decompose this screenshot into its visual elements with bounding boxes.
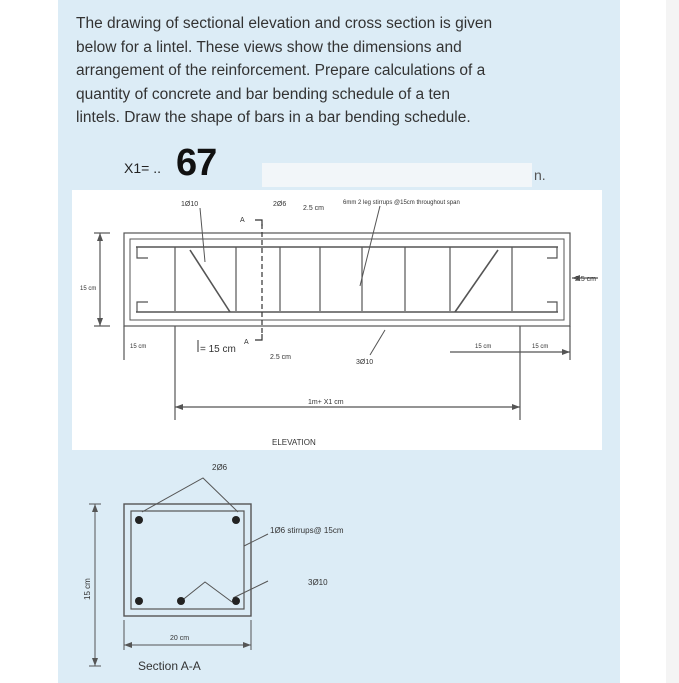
span-label: 1m+ X1 cm bbox=[308, 399, 344, 406]
section-stirrups-label: 1Ø6 stirrups@ 15cm bbox=[270, 526, 344, 535]
bearing-right-label-1: 15 cm bbox=[475, 344, 492, 350]
section-width-label: 20 cm bbox=[170, 635, 190, 642]
arrow bbox=[512, 404, 520, 410]
section-arrow-top bbox=[255, 220, 262, 226]
bearing-right-label-2: 15 cm bbox=[532, 344, 549, 350]
question-line: lintels. Draw the shape of bars in a bar bending schedule. bbox=[76, 109, 471, 126]
arrow bbox=[124, 642, 132, 648]
arrow bbox=[562, 349, 570, 355]
elevation-labels bbox=[80, 200, 596, 447]
question-line: below for a lintel. These views show the dimensions and bbox=[76, 38, 462, 56]
top-bar-label: 1Ø10 bbox=[181, 201, 199, 208]
bar-dot bbox=[135, 597, 143, 605]
leader-bottom-bar bbox=[370, 330, 385, 355]
top-extra-label: 2Ø6 bbox=[273, 201, 287, 208]
cover-right-label: 2.5 cm bbox=[575, 276, 597, 283]
question-line: quantity of concrete and bar bending schedule of a ten bbox=[76, 85, 450, 103]
section-mark-top: A bbox=[240, 217, 245, 224]
bar-dot bbox=[232, 597, 240, 605]
leader-stirrups bbox=[360, 206, 380, 286]
bar-dot bbox=[177, 597, 185, 605]
bent-bar-right bbox=[455, 250, 498, 312]
question-line: arrangement of the reinforcement. Prepare calculations of a bbox=[76, 62, 486, 79]
question-line: The drawing of sectional elevation and cross section is given bbox=[76, 15, 493, 32]
section-mark-bottom: A bbox=[244, 339, 249, 346]
trailing-text: n. bbox=[534, 167, 546, 183]
section-labels bbox=[83, 463, 344, 673]
arrow bbox=[243, 642, 251, 648]
beam-cover-line bbox=[130, 239, 564, 320]
bar-dot bbox=[135, 516, 143, 524]
section-outline bbox=[124, 504, 251, 616]
left-bearing-label: 15 cm bbox=[130, 344, 147, 350]
section-stirrup bbox=[131, 511, 244, 609]
section-height-label: 15 cm bbox=[83, 578, 92, 600]
arrow bbox=[97, 318, 103, 326]
section-bottom-bars-label: 3Ø10 bbox=[308, 578, 328, 587]
bar-dot bbox=[232, 516, 240, 524]
bottom-bar-label: 3Ø10 bbox=[356, 359, 374, 366]
x1-value: 67 bbox=[176, 142, 217, 184]
leader-top-bars bbox=[142, 478, 238, 512]
section-arrow-bottom bbox=[255, 334, 262, 340]
section-bars bbox=[135, 516, 240, 605]
arrow bbox=[92, 658, 98, 666]
hook-right-bottom bbox=[547, 302, 557, 312]
section-title: Section A-A bbox=[138, 659, 201, 673]
arrowheads bbox=[97, 233, 580, 410]
leader-top-bar bbox=[200, 208, 205, 262]
elevation-title: ELEVATION bbox=[272, 438, 316, 447]
hook-right-top bbox=[547, 247, 557, 258]
cover-top-label: 2.5 cm bbox=[303, 205, 325, 212]
section-top-bars-label: 2Ø6 bbox=[212, 463, 228, 472]
leader-section-stirrups bbox=[244, 534, 268, 546]
hook-left-bottom bbox=[137, 302, 148, 312]
arrow bbox=[175, 404, 183, 410]
bottom-cover-label: 2.5 cm bbox=[270, 354, 292, 361]
height-label: 15 cm bbox=[80, 286, 97, 292]
leader-bottom-bars bbox=[180, 582, 232, 602]
arrow bbox=[97, 233, 103, 241]
x1-label: X1= .. bbox=[124, 160, 161, 176]
bent-bar-left bbox=[190, 250, 230, 312]
arrow bbox=[92, 504, 98, 512]
spacing-label: = 15 cm bbox=[200, 344, 236, 355]
stirrup-note: 6mm 2 leg stirrups @15cm throughout span bbox=[343, 200, 460, 206]
hook-left-top bbox=[137, 247, 148, 258]
